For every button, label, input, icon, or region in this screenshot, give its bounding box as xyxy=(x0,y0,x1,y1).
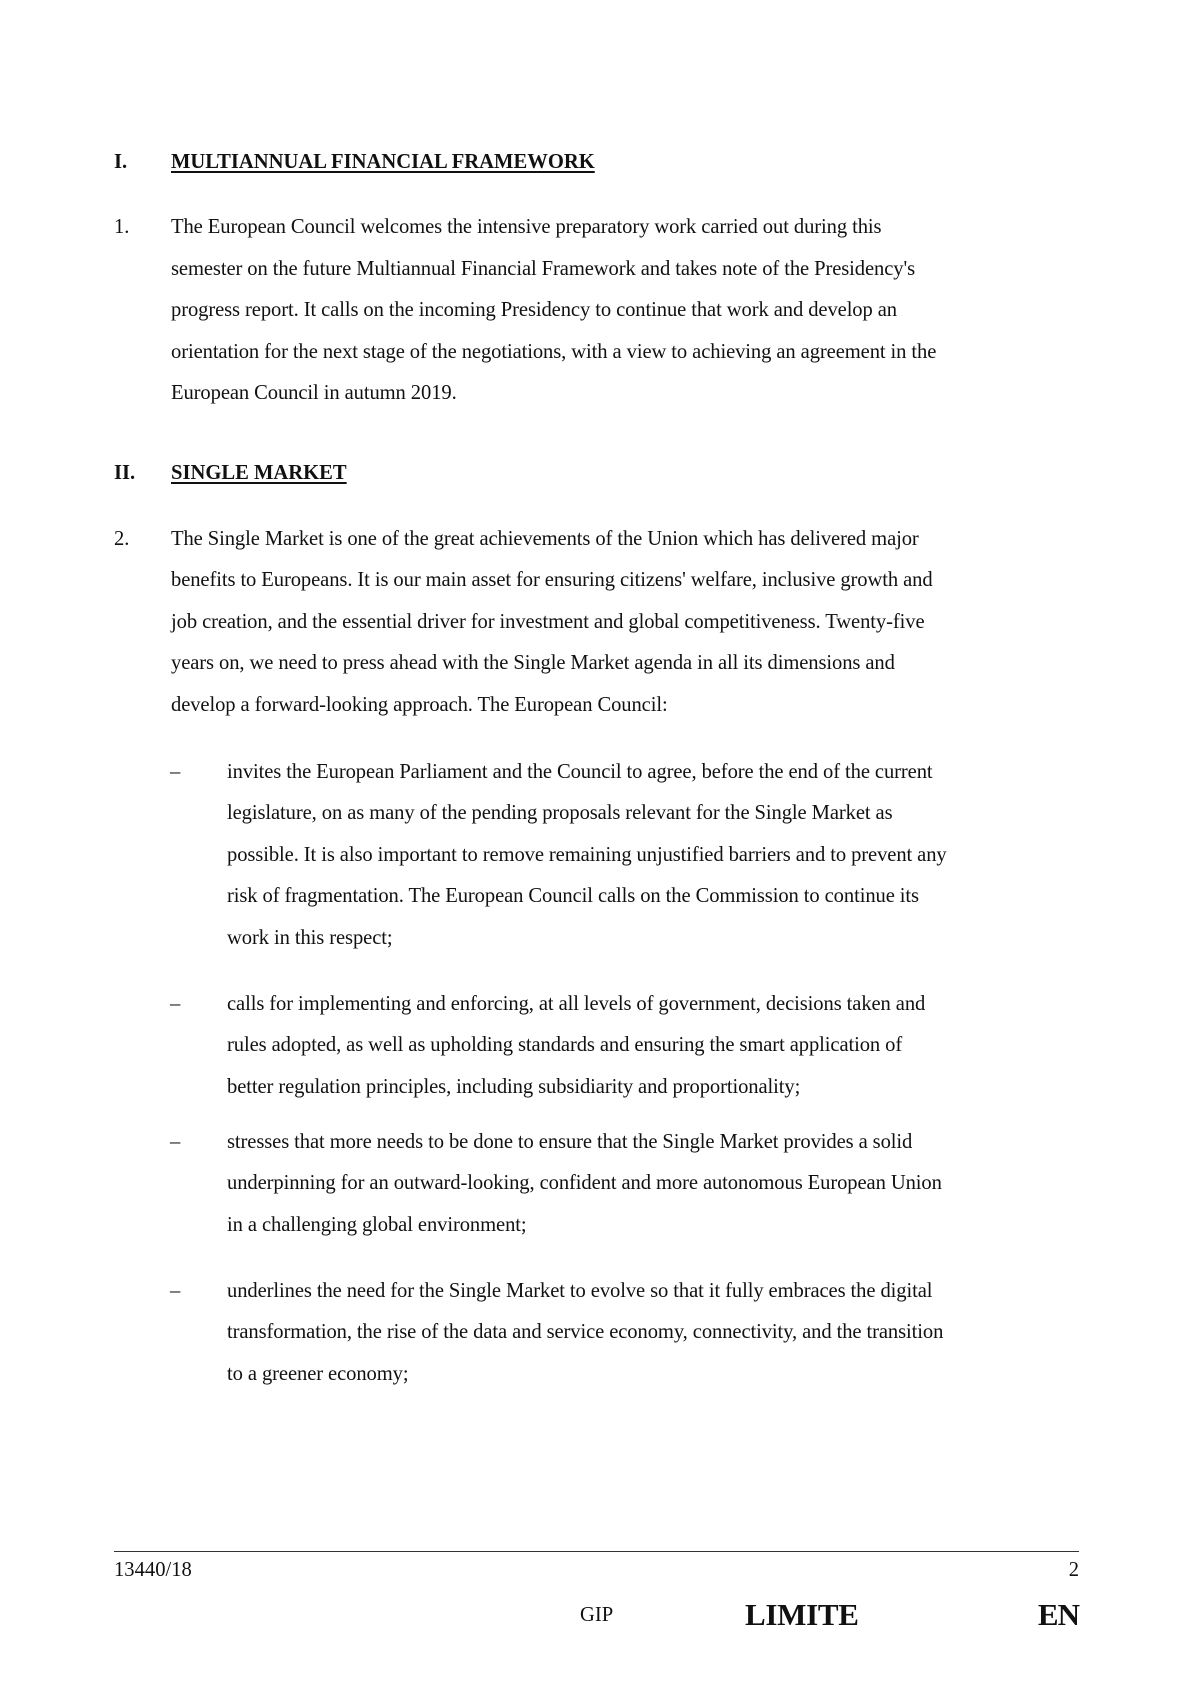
paragraph-line: orientation for the next stage of the negotiations, with a view to achieving an agreement in the xyxy=(171,341,937,363)
dash-marker: – xyxy=(170,761,181,783)
paragraph-line: semester on the future Multiannual Financial Framework and takes note of the Presidency's xyxy=(171,258,915,280)
section-heading-1 xyxy=(114,150,127,174)
dash-marker: – xyxy=(170,1280,181,1302)
bullet-line: legislature, on as many of the pending proposals relevant for the Single Market as xyxy=(227,802,893,824)
bullet-line: in a challenging global environment; xyxy=(227,1214,527,1236)
bullet-line: invites the European Parliament and the Council to agree, before the end of the current xyxy=(227,761,933,783)
paragraph-number: 2. xyxy=(114,528,130,550)
page-number: 2 xyxy=(1068,1559,1079,1581)
section-number: II. xyxy=(114,462,136,484)
paragraph-line: The European Council welcomes the intensive preparatory work carried out during this xyxy=(171,216,882,238)
bullet-line: work in this respect; xyxy=(227,927,393,949)
bullet-line: underlines the need for the Single Market to evolve so that it fully embraces the digital xyxy=(227,1280,933,1302)
dash-marker: – xyxy=(170,993,181,1015)
bullet-line: better regulation principles, including subsidiarity and proportionality; xyxy=(227,1076,801,1098)
language-code: EN xyxy=(1037,1597,1079,1632)
section-heading-2 xyxy=(114,461,135,485)
bullet-line: to a greener economy; xyxy=(227,1363,409,1385)
section-title: SINGLE MARKET xyxy=(171,462,347,484)
paragraph-line: develop a forward-looking approach. The European Council: xyxy=(171,694,668,716)
paragraph-line: The Single Market is one of the great achievements of the Union which has delivered major xyxy=(171,528,919,550)
paragraph-line: European Council in autumn 2019. xyxy=(171,382,457,404)
paragraph-line: job creation, and the essential driver for investment and global competitiveness. Twenty-five xyxy=(171,611,925,633)
footer-divider xyxy=(114,1551,1079,1552)
section-title: MULTIANNUAL FINANCIAL FRAMEWORK xyxy=(171,151,595,173)
bullet-line: rules adopted, as well as upholding standards and ensuring the smart application of xyxy=(227,1034,903,1056)
bullet-line: transformation, the rise of the data and service economy, connectivity, and the transition xyxy=(227,1321,944,1343)
bullet-line: possible. It is also important to remove remaining unjustified barriers and to prevent any xyxy=(227,844,947,866)
paragraph-line: progress report. It calls on the incoming Presidency to continue that work and develop an xyxy=(171,299,897,321)
classification-label: LIMITE xyxy=(745,1597,859,1632)
paragraph-number: 1. xyxy=(114,216,130,238)
bullet-line: underpinning for an outward-looking, confident and more autonomous European Union xyxy=(227,1172,942,1194)
bullet-line: risk of fragmentation. The European Council calls on the Commission to continue its xyxy=(227,885,919,907)
bullet-line: calls for implementing and enforcing, at all levels of government, decisions taken and xyxy=(227,993,926,1015)
paragraph-line: benefits to Europeans. It is our main asset for ensuring citizens' welfare, inclusive growth and xyxy=(171,569,933,591)
section-number: I. xyxy=(114,151,128,173)
bullet-line: stresses that more needs to be done to ensure that the Single Market provides a solid xyxy=(227,1131,913,1153)
department-code: GIP xyxy=(580,1604,614,1626)
dash-marker: – xyxy=(170,1131,181,1153)
paragraph-line: years on, we need to press ahead with the Single Market agenda in all its dimensions and xyxy=(171,652,895,674)
document-number: 13440/18 xyxy=(114,1559,192,1581)
